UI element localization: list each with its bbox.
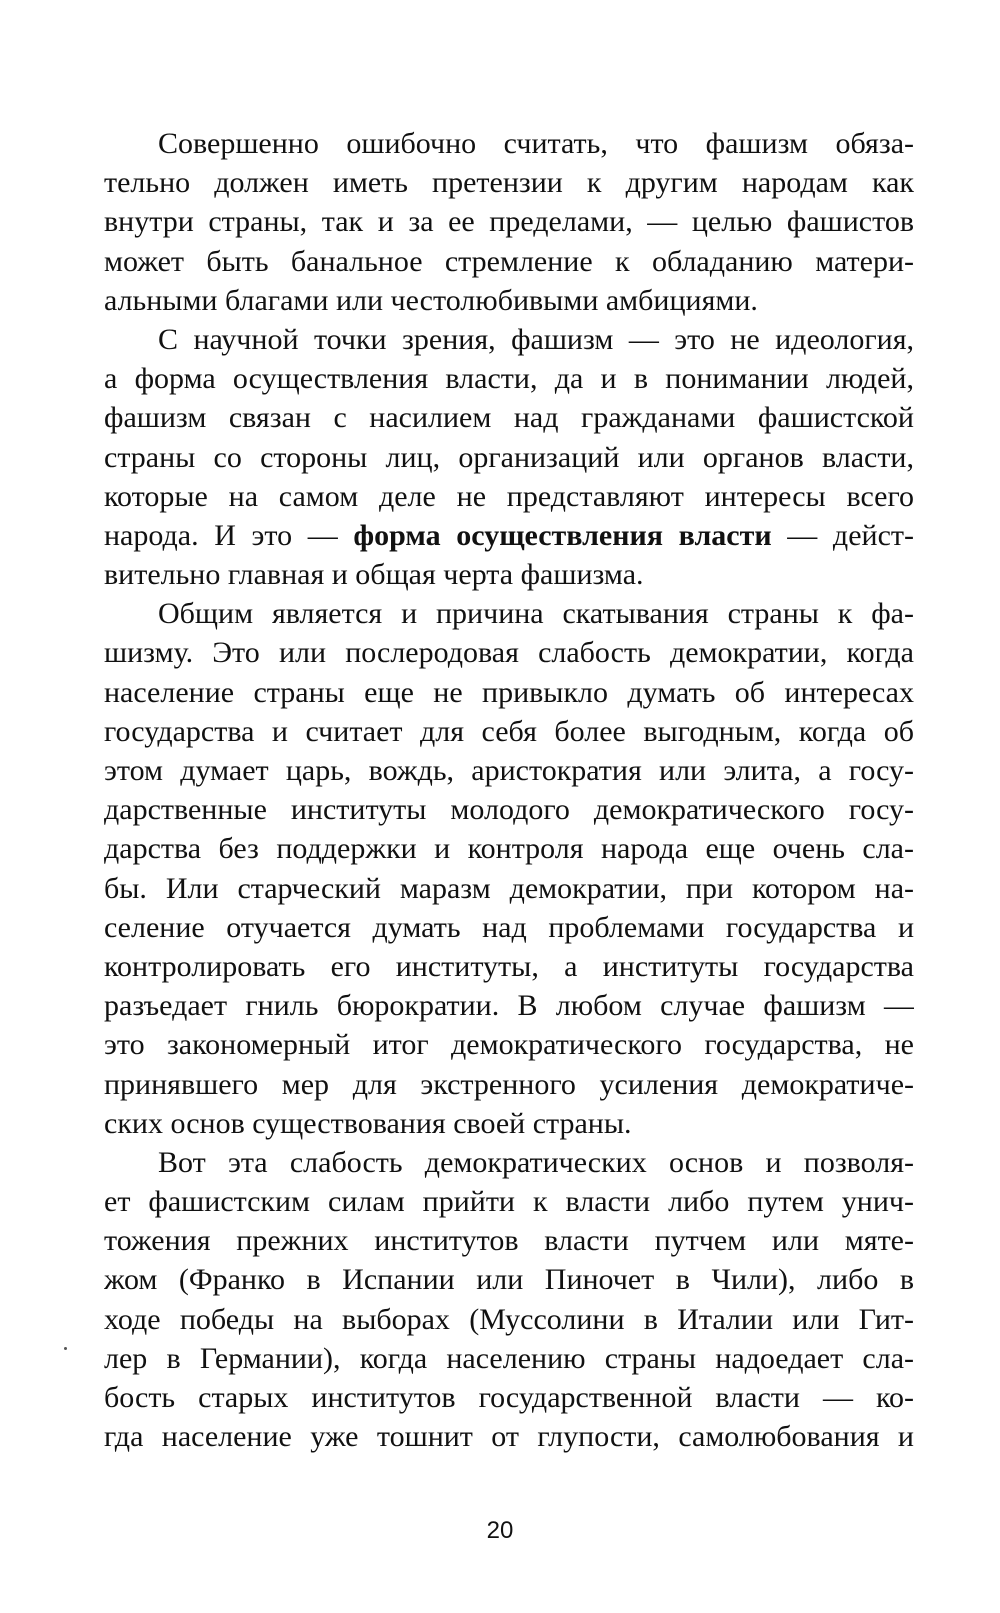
text-line: разъедает гниль бюрократии. В любом случае фашизм — bbox=[104, 989, 914, 1023]
text-line: внутри страны, так и за ее пределами, — целью фашистов bbox=[104, 205, 914, 239]
text-line: жом (Франко в Испании или Пиночет в Чили), либо в bbox=[104, 1263, 914, 1297]
text-line-with-emphasis bbox=[104, 516, 914, 555]
paragraph-1 bbox=[104, 124, 914, 320]
text-line: Совершенно ошибочно считать, что фашизм обяза- bbox=[158, 127, 914, 160]
text-line: контролировать его институты, а институты государства bbox=[104, 949, 914, 983]
text-line: а форма осуществления власти, да и в понимании людей, bbox=[104, 362, 914, 396]
text-line: Общим является и причина скатывания страны к фа- bbox=[158, 597, 914, 631]
text-line: С научной точки зрения, фашизм — это не идеология, bbox=[158, 322, 914, 356]
text-line: вительно главная и общая черта фашизма. bbox=[104, 558, 644, 592]
paragraph-4 bbox=[104, 1143, 914, 1457]
text-line: селение отучается думать над проблемами государства и bbox=[104, 910, 914, 944]
text-line: гда население уже тошнит от глупости, самолюбования и bbox=[104, 1420, 914, 1454]
text-line: тельно должен иметь претензии к другим народам как bbox=[104, 166, 914, 200]
text-line: это закономерный итог демократического государства, не bbox=[104, 1028, 914, 1062]
text-line: лер в Германии), когда населению страны надоедает сла- bbox=[104, 1341, 914, 1375]
text-line: Вот эта слабость демократических основ и позволя- bbox=[158, 1145, 914, 1179]
text-line: принявшего мер для экстренного усиления демократиче- bbox=[104, 1067, 914, 1101]
body-text bbox=[104, 124, 914, 1456]
paragraph-2 bbox=[104, 320, 914, 594]
text-line: фашизм связан с насилием над гражданами фашистской bbox=[104, 401, 914, 435]
text-line: альными благами или честолюбивыми амбициями. bbox=[104, 283, 758, 317]
text-line: страны со стороны лиц, организаций или органов власти, bbox=[104, 440, 914, 474]
text-line: бость старых институтов государственной власти — ко- bbox=[104, 1381, 914, 1414]
text-line: шизму. Это или послеродовая слабость демократии, когда bbox=[104, 636, 914, 670]
text-line: бы. Или старческий маразм демократии, при котором на- bbox=[104, 871, 914, 905]
paragraph-3 bbox=[104, 594, 914, 1143]
text-line: дарства без поддержки и контроля народа еще очень сла- bbox=[104, 832, 914, 866]
text-line: ет фашистским силам прийти к власти либо путем унич- bbox=[104, 1185, 914, 1219]
text-line: тожения прежних институтов власти путчем или мяте- bbox=[104, 1224, 914, 1258]
text-line: которые на самом деле не представляют интересы всего bbox=[104, 479, 914, 513]
text-line: может быть банальное стремление к обладанию матери- bbox=[104, 244, 914, 278]
scan-speck bbox=[64, 1347, 67, 1350]
bold-emphasis: форма осуществления власти bbox=[353, 518, 772, 552]
text-run: — дейст- bbox=[771, 518, 914, 552]
text-line: этом думает царь, вождь, аристократия или элита, а госу- bbox=[104, 754, 914, 787]
page-number: 20 bbox=[486, 1517, 514, 1544]
text-line: дарственные институты молодого демократического госу- bbox=[104, 793, 914, 827]
text-line: население страны еще не привыкло думать об интересах bbox=[104, 675, 914, 709]
text-line: ских основ существования своей страны. bbox=[104, 1106, 632, 1140]
text-line: государства и считает для себя более выгодным, когда об bbox=[104, 714, 914, 748]
text-run: народа. И это — bbox=[104, 518, 354, 552]
text-line: ходе победы на выборах (Муссолини в Италии или Гит- bbox=[104, 1302, 914, 1336]
